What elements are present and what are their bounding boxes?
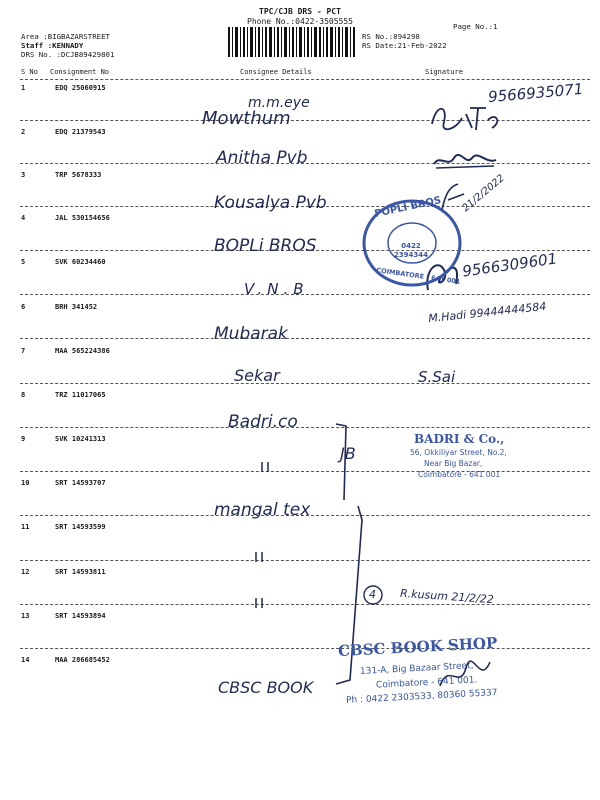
signature-scribble xyxy=(426,100,506,136)
handwriting-consignee: Badri.co xyxy=(228,412,298,432)
popli-stamp-center2: 2394344 xyxy=(393,251,429,259)
row-consignment: SRT 14593707 xyxy=(55,479,106,487)
row-consignment: EDQ 25060915 xyxy=(55,84,106,92)
row-divider xyxy=(20,648,590,649)
row-divider xyxy=(20,471,590,472)
document-title: TPC/CJB DRS - PCT xyxy=(259,7,341,16)
row-divider xyxy=(20,427,590,428)
handwriting-consignee: Mubarak xyxy=(214,324,288,344)
badri-stamp-line3: Coimbatore - 641 001 xyxy=(418,470,501,479)
circled-number-text: 4 xyxy=(369,588,376,601)
cbsc-stamp-name: CBSC BOOK SHOP xyxy=(337,633,498,661)
row-sno: 5 xyxy=(21,258,26,266)
handwriting-consignee: Sekar xyxy=(234,366,280,385)
handwriting-consignee: mangal tex xyxy=(214,500,311,520)
popli-stamp-bottom: COIMBATORE - 641 001 xyxy=(375,266,461,286)
row-sno: 12 xyxy=(21,568,30,576)
row-consignment: TRZ 11017065 xyxy=(55,391,106,399)
handwriting-signature: 9566935071 xyxy=(487,79,585,107)
row-divider xyxy=(20,604,590,605)
handwriting-consignee: Kousalya Pvb xyxy=(214,193,327,213)
header-divider xyxy=(20,79,590,80)
cbsc-stamp-line1: 131-A, Big Bazaar Street, xyxy=(359,661,474,677)
row-sno: 11 xyxy=(21,523,30,531)
row-consignment: SRT 14593811 xyxy=(55,568,106,576)
handwriting-signature: M.Hadi 99444444584 xyxy=(427,299,547,326)
row-divider xyxy=(20,560,590,561)
cbsc-stamp-line2: Coimbatore - 641 001. xyxy=(375,675,478,691)
badri-stamp-line1: 56, Okkiliyar Street, No.2, xyxy=(410,448,507,457)
handwriting-consignee: BOPLi BROS xyxy=(214,236,317,256)
row-sno: 7 xyxy=(21,347,26,355)
page-number: Page No.:1 xyxy=(453,22,498,31)
row-consignment: EDQ 21379543 xyxy=(55,128,106,136)
row-consignment: SRT 14593599 xyxy=(55,523,106,531)
staff-label: Staff :KENNADY xyxy=(21,41,84,50)
row-sno: 1 xyxy=(21,84,26,92)
signature-scribble xyxy=(430,150,500,172)
column-sno: S No xyxy=(21,68,38,76)
row-sno: 2 xyxy=(21,128,26,136)
handwriting-consignee: CBSC BOOK xyxy=(218,678,314,697)
row-divider xyxy=(20,338,590,339)
badri-stamp-name: BADRI & Co., xyxy=(414,432,505,446)
row-consignment: BRH 341452 xyxy=(55,303,98,311)
row-consignment: JAL 530154656 xyxy=(55,214,110,222)
area-label: Area :BIGBAZARSTREET xyxy=(21,32,110,41)
row-sno: 6 xyxy=(21,303,26,311)
cbsc-stamp-line3: Ph : 0422 2303533, 80360 55337 xyxy=(345,688,498,706)
row-consignment: TRP 5678333 xyxy=(55,171,102,179)
row-sno: 3 xyxy=(21,171,26,179)
row-sno: 10 xyxy=(21,479,30,487)
column-signature: Signature xyxy=(425,68,463,76)
handwriting-consignee: V.N.B xyxy=(244,280,309,298)
column-consignment: Consignment No xyxy=(50,68,110,76)
phone-number: Phone No.:0422-3505555 xyxy=(247,17,353,26)
handwriting-signature: R.kusum 21/2/22 xyxy=(399,586,495,607)
row-consignment: SRT 14593894 xyxy=(55,612,106,620)
row-consignment: SVK 60234460 xyxy=(55,258,106,266)
drs-number: DRS No. :DCJB89429801 xyxy=(21,50,115,59)
rs-date: RS Date:21-Feb-2022 xyxy=(362,41,447,50)
signature-scribble xyxy=(436,656,496,696)
handwriting-signature: S.Sai xyxy=(418,368,456,386)
row-consignment: SVK 10241313 xyxy=(55,435,106,443)
row-sno: 4 xyxy=(21,214,26,222)
column-consignee: Consignee Details xyxy=(240,68,312,76)
row-consignment: MAA 565224386 xyxy=(55,347,110,355)
popli-stamp-top: POPLI BROS xyxy=(373,195,443,220)
handwriting-signature: 9566309601 xyxy=(461,249,559,281)
row-sno: 13 xyxy=(21,612,30,620)
row-divider xyxy=(20,383,590,384)
handwriting-consignee: Mowthum xyxy=(202,108,291,129)
handwriting-signature: JB xyxy=(340,444,356,463)
row-sno: 8 xyxy=(21,391,26,399)
handwriting-date: 21/2/2022 xyxy=(460,172,507,215)
handwriting-consignee: Anitha Pvb xyxy=(216,148,308,168)
row-consignment: MAA 286685452 xyxy=(55,656,110,664)
badri-stamp-line2: Near Big Bazar, xyxy=(424,459,483,468)
ditto-mark xyxy=(252,596,266,610)
rs-number: RS No.:894298 xyxy=(362,32,420,41)
popli-stamp-center1: 0422 xyxy=(401,242,421,250)
ditto-mark xyxy=(258,460,272,474)
row-sno: 14 xyxy=(21,656,30,664)
ditto-mark xyxy=(252,550,266,564)
row-sno: 9 xyxy=(21,435,26,443)
handwriting-consignee: m.m.eye xyxy=(248,95,310,111)
barcode xyxy=(228,27,356,57)
